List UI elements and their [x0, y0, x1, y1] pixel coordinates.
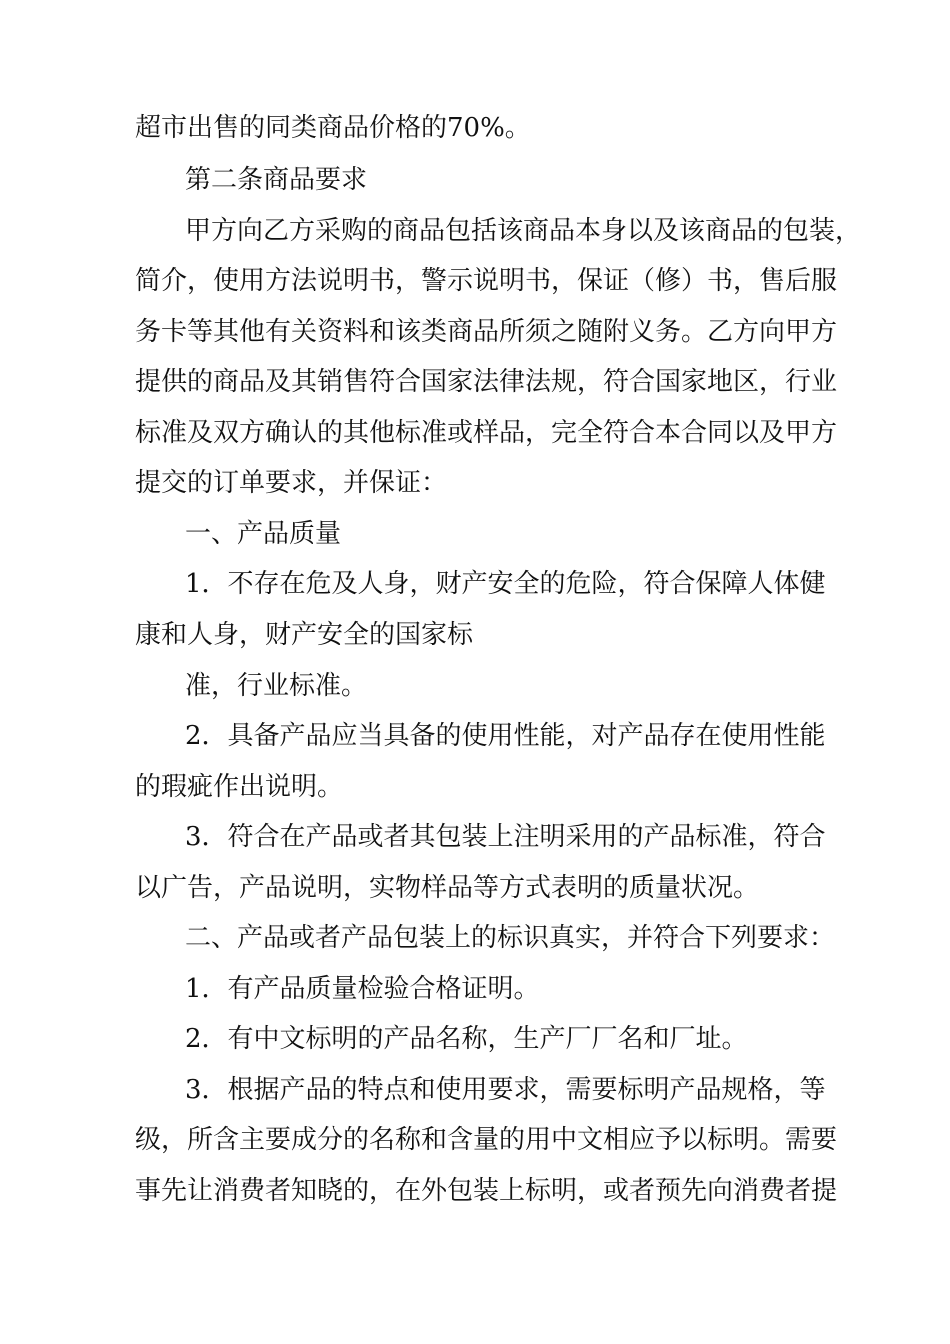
- list-item: 2．具备产品应当具备的使用性能，对产品存在使用性能: [185, 721, 826, 751]
- subsection-heading: 二、产品或者产品包装上的标识真实，并符合下列要求：: [185, 923, 836, 953]
- text-line: 简介，使用方法说明书，警示说明书，保证（修）书，售后服: [135, 266, 838, 296]
- text-line: 以广告，产品说明，实物样品等方式表明的质量状况。: [135, 873, 760, 903]
- list-item: 3．符合在产品或者其包装上注明采用的产品标准，符合: [185, 822, 826, 852]
- text-line: 提供的商品及其销售符合国家法律法规，符合国家地区，行业: [135, 367, 838, 397]
- text-line: 甲方向乙方采购的商品包括该商品本身以及该商品的包装，: [185, 216, 862, 246]
- subsection-heading: 一、产品质量: [185, 519, 342, 549]
- text-line: 级，所含主要成分的名称和含量的用中文相应予以标明。需要: [135, 1125, 838, 1155]
- list-item: 1．不存在危及人身，财产安全的危险，符合保障人体健: [185, 569, 826, 599]
- text-line: 康和人身，财产安全的国家标: [135, 620, 474, 650]
- text-line: 超市出售的同类商品价格的70%。: [135, 113, 531, 143]
- text-line: 的瑕疵作出说明。: [135, 772, 344, 802]
- list-item: 2．有中文标明的产品名称，生产厂厂名和厂址。: [185, 1024, 748, 1054]
- text-line: 事先让消费者知晓的，在外包装上标明，或者预先向消费者提: [135, 1176, 838, 1206]
- section-heading: 第二条商品要求: [185, 165, 368, 195]
- list-item: 3．根据产品的特点和使用要求，需要标明产品规格，等: [185, 1075, 826, 1105]
- text-line: 准，行业标准。: [185, 671, 368, 701]
- list-item: 1．有产品质量检验合格证明。: [185, 974, 540, 1004]
- text-line: 标准及双方确认的其他标准或样品，完全符合本合同以及甲方: [135, 418, 838, 448]
- text-line: 提交的订单要求，并保证：: [135, 468, 448, 498]
- text-line: 务卡等其他有关资料和该类商品所须之随附义务。乙方向甲方: [135, 317, 838, 347]
